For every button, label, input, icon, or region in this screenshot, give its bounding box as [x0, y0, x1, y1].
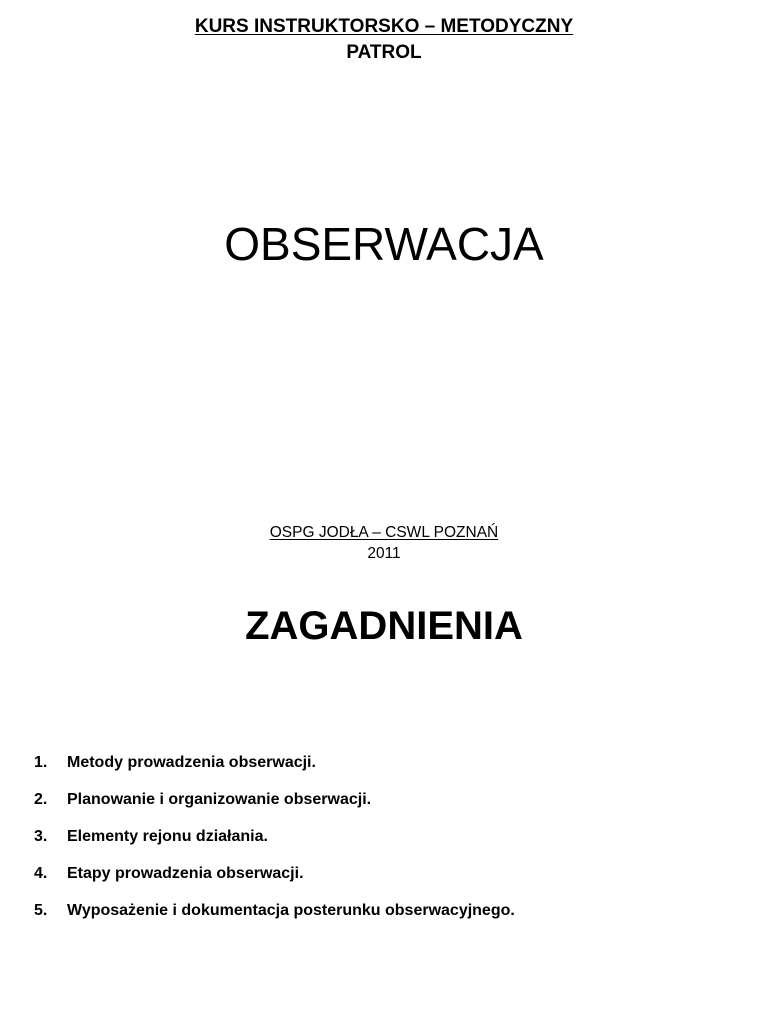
list-item-text: Elementy rejonu działania. — [67, 828, 268, 845]
list-item-text: Metody prowadzenia obserwacji. — [67, 754, 316, 771]
list-item-number: 1. — [34, 754, 48, 771]
organization-name: OSPG JODŁA – CSWL POZNAŃ — [269, 524, 499, 541]
course-header — [0, 14, 768, 66]
list-item-number: 4. — [34, 865, 48, 882]
list-item — [34, 826, 515, 863]
list-item-number: 3. — [34, 828, 48, 845]
list-item — [34, 752, 515, 789]
document-title: OBSERWACJA — [224, 218, 544, 270]
course-name: KURS INSTRUKTORSKO – METODYCZNY — [194, 16, 574, 37]
document-year: 2011 — [367, 545, 401, 562]
list-item-text: Planowanie i organizowanie obserwacji. — [67, 791, 372, 808]
list-item — [34, 789, 515, 826]
topics-list — [34, 752, 515, 937]
list-item-text: Wyposażenie i dokumentacja posterunku obserwacyjnego. — [67, 902, 515, 919]
list-item — [34, 900, 515, 937]
list-item — [34, 863, 515, 900]
course-subtitle: PATROL — [346, 42, 422, 63]
list-item-number: 2. — [34, 791, 48, 808]
list-item-number: 5. — [34, 902, 48, 919]
organization-block — [0, 522, 768, 564]
section-title: ZAGADNIENIA — [245, 604, 523, 648]
list-item-text: Etapy prowadzenia obserwacji. — [67, 865, 304, 882]
